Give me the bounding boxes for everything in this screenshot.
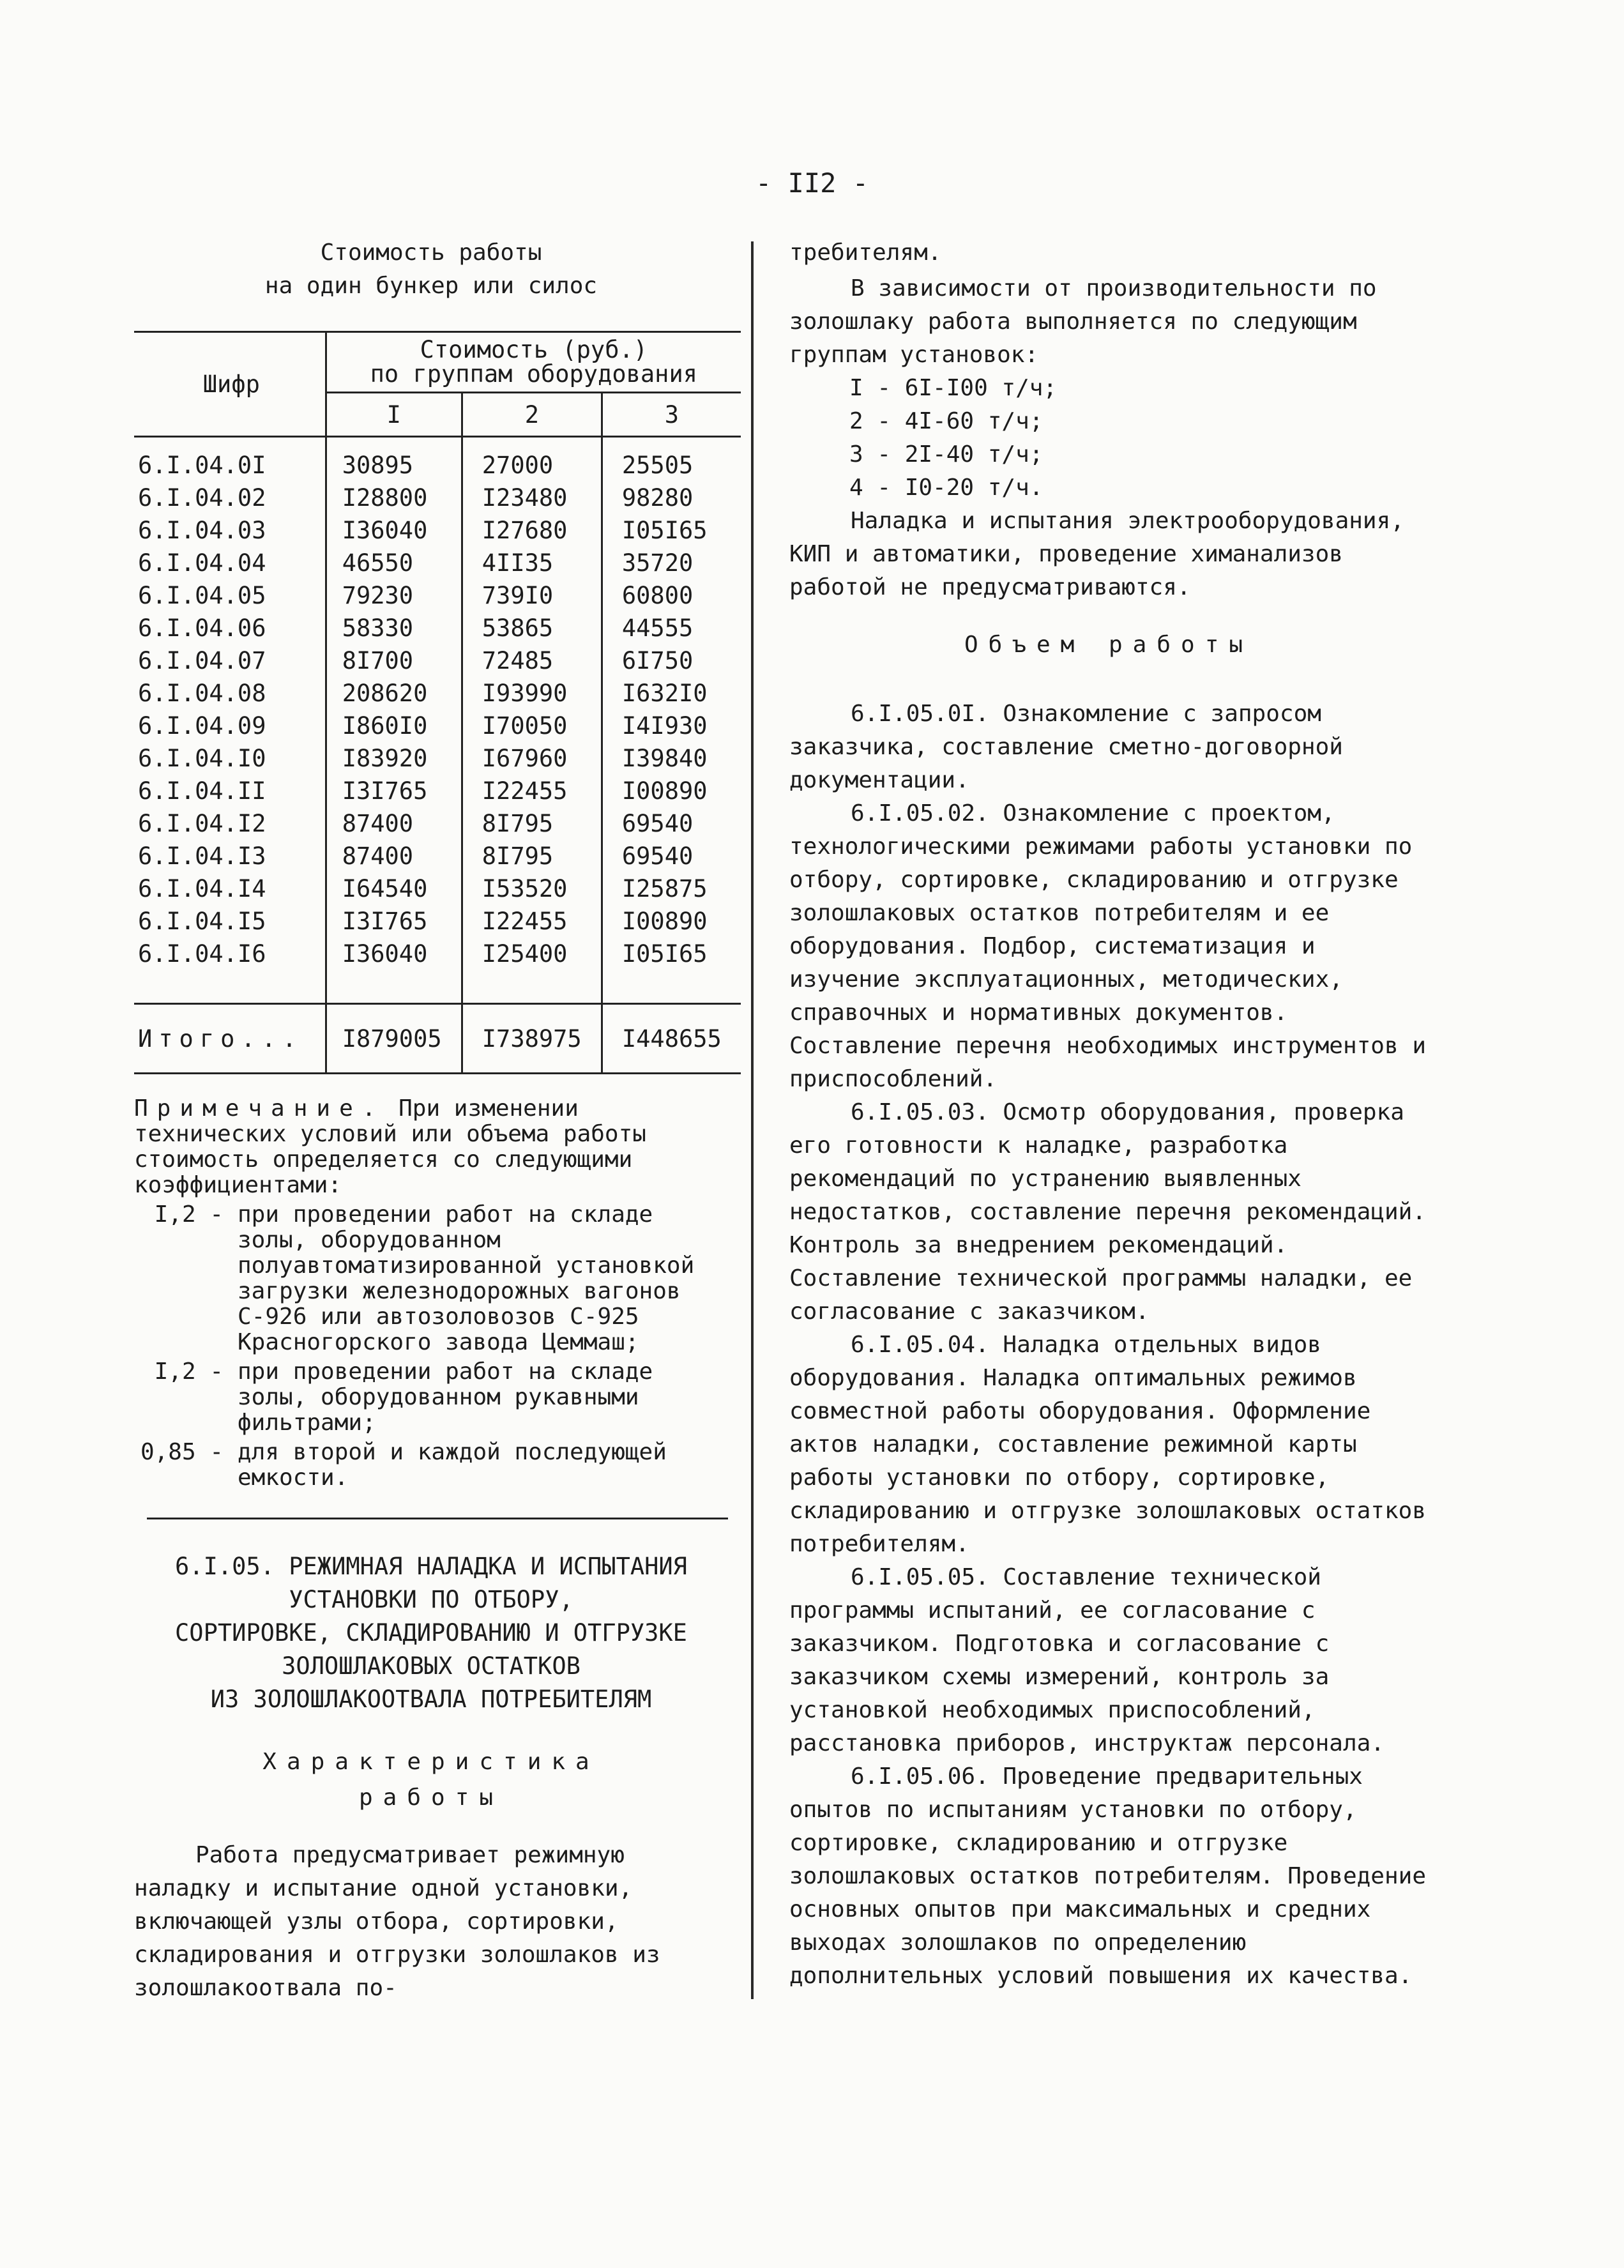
total-group-1: I879005 <box>326 1004 462 1074</box>
note-text: При изменении технических условий или объема работы стоимость определяется со следующими коэффициентами: <box>134 1095 646 1198</box>
cost-table <box>134 331 741 1074</box>
section-title-line: 6.I.05. РЕЖИМНАЯ НАЛАДКА И ИСПЫТАНИЯ <box>175 1553 687 1580</box>
groups-intro: В зависимости от производительности по золошлаку работа выполняется по следующим группам установок: <box>789 275 1377 368</box>
note-description: при проведении работ на складе золы, оборудованном рукавными фильтрами; <box>238 1359 653 1436</box>
cell-code: 6.I.04.I2 <box>138 810 266 837</box>
column-divider <box>751 241 754 1999</box>
cell-group-2: 4II35 <box>462 547 602 579</box>
characteristics-heading-line-1: Характеристика <box>262 1749 600 1775</box>
cell-group-1: 46550 <box>326 547 462 579</box>
table-body <box>134 437 741 1004</box>
cell-group-3: 25505 <box>602 437 741 482</box>
cell-group-3: I4I930 <box>602 710 741 742</box>
table-row <box>134 840 741 872</box>
cell-group-3: 44555 <box>602 612 741 644</box>
cell-code: 6.I.04.I6 <box>138 940 266 968</box>
cell-code: 6.I.04.07 <box>138 647 266 674</box>
cell-group-2: I70050 <box>462 710 602 742</box>
cell-group-3: 98280 <box>602 482 741 514</box>
table-row <box>134 514 741 547</box>
cell-code: 6.I.04.I4 <box>138 875 266 902</box>
total-group-2: I738975 <box>462 1004 602 1074</box>
note-description: для второй и каждой последующей емкости. <box>238 1439 667 1491</box>
cell-group-2: 53865 <box>462 612 602 644</box>
table-row <box>134 807 741 840</box>
cell-group-1: 8I700 <box>326 644 462 677</box>
groups-list-item: 3 - 2I-40 т/ч; <box>849 441 1043 468</box>
cell-code: 6.I.04.08 <box>138 680 266 707</box>
table-row <box>134 677 741 710</box>
cell-code: 6.I.04.I3 <box>138 842 266 870</box>
cell-group-1: I64540 <box>326 872 462 905</box>
continuation-text: требителям. <box>789 240 942 266</box>
section-title-line: ЗОЛОШЛАКОВЫХ ОСТАТКОВ <box>282 1652 581 1680</box>
table-row <box>134 437 741 482</box>
cell-group-2: 27000 <box>462 437 602 482</box>
header-group-1: I <box>326 393 462 437</box>
groups-list-item: 2 - 4I-60 т/ч; <box>849 408 1043 434</box>
cell-group-2: I23480 <box>462 482 602 514</box>
cell-code: 6.I.04.I5 <box>138 908 266 935</box>
total-group-3: I448655 <box>602 1004 741 1074</box>
cell-group-2: 8I795 <box>462 807 602 840</box>
table-row <box>134 775 741 807</box>
note-intro <box>134 1096 728 1198</box>
cell-group-1: I3I765 <box>326 775 462 807</box>
cell-group-3: 69540 <box>602 807 741 840</box>
section-title-line: УСТАНОВКИ ПО ОТБОРУ, <box>289 1586 573 1613</box>
cell-group-3: 60800 <box>602 579 741 612</box>
cell-group-1: 58330 <box>326 612 462 644</box>
cell-group-3: I05I65 <box>602 514 741 547</box>
table-row <box>134 742 741 775</box>
cell-group-1: I83920 <box>326 742 462 775</box>
note-coefficient: 0,85 - <box>140 1439 224 1465</box>
table-row <box>134 938 741 970</box>
cell-code: 6.I.04.II <box>138 777 266 805</box>
page-number: - II2 - <box>755 167 869 199</box>
table-title-line-1: Стоимость работы <box>320 240 542 266</box>
cell-code: 6.I.04.05 <box>138 582 266 609</box>
note-coefficient: I,2 - <box>154 1359 224 1385</box>
section-title-line: СОРТИРОВКЕ, СКЛАДИРОВАНИЮ И ОТГРУЗКЕ <box>175 1619 687 1647</box>
section-divider <box>147 1518 728 1519</box>
cell-code: 6.I.04.0I <box>138 452 266 479</box>
cell-group-3: I00890 <box>602 905 741 938</box>
note-item <box>134 1440 728 1491</box>
right-column <box>789 236 1428 1993</box>
scope-item: 6.I.05.05. Составление технической программы испытаний, ее согласование с заказчиком. Подготовка и согласование с заказчиком схемы измерений, контроль за установкой необходимых приспособлений, расстановка приборов, инструктаж персонала. <box>789 1564 1385 1756</box>
cell-group-3: I25875 <box>602 872 741 905</box>
cell-group-2: I22455 <box>462 905 602 938</box>
table-row <box>134 710 741 742</box>
table-row <box>134 612 741 644</box>
cell-group-2: I25400 <box>462 938 602 970</box>
table-row <box>134 872 741 905</box>
characteristics-heading-line-2: работы <box>358 1785 504 1811</box>
scope-item: 6.I.05.06. Проведение предварительных опытов по испытаниям установки по отбору, сортировке, складированию и отгрузке золошлаковых остатков потребителям. Проведение основных опытов при максимальных и средних выходах золошлаков по определению дополнительных условий повышения их качества. <box>789 1763 1426 1989</box>
cell-code: 6.I.04.02 <box>138 484 266 512</box>
table-spacer-row <box>134 970 741 1004</box>
note-lead: Примечание. <box>134 1095 385 1122</box>
characteristics-heading <box>134 1744 728 1816</box>
header-cost-line-2: по группам оборудования <box>370 360 698 388</box>
cell-code: 6.I.04.04 <box>138 549 266 577</box>
groups-list-item: I - 6I-I00 т/ч; <box>849 375 1058 401</box>
cell-code: 6.I.04.06 <box>138 614 266 642</box>
table-row <box>134 547 741 579</box>
cell-code: 6.I.04.03 <box>138 517 266 544</box>
note-description: при проведении работ на складе золы, оборудованном полуавтоматизированной установкой загрузки железнодорожных вагонов С-926 или автозоловозов С-925 Красногорского завода Цеммаш; <box>238 1201 695 1355</box>
cell-group-2: I27680 <box>462 514 602 547</box>
cell-group-2: I53520 <box>462 872 602 905</box>
cell-group-1: I36040 <box>326 514 462 547</box>
section-title <box>134 1550 728 1716</box>
exclusions-text: Наладка и испытания электрооборудования, КИП и автоматики, проведение химанализов работой не предусматриваются. <box>789 508 1404 600</box>
cell-group-3: I39840 <box>602 742 741 775</box>
cell-group-1: 208620 <box>326 677 462 710</box>
scope-item: 6.I.05.04. Наладка отдельных видов оборудования. Наладка оптимальных режимов совместной работы оборудования. Оформление актов наладки, составление режимной карты работы установки по отбору, сортировке, складированию и отгрузке золошлаковых остатков потребителям. <box>789 1332 1426 1557</box>
cell-group-1: 79230 <box>326 579 462 612</box>
groups-list-item: 4 - I0-20 т/ч. <box>849 475 1043 501</box>
table-row <box>134 579 741 612</box>
cell-group-3: 69540 <box>602 840 741 872</box>
cell-group-2: 739I0 <box>462 579 602 612</box>
cell-group-2: 72485 <box>462 644 602 677</box>
note-item <box>134 1359 728 1436</box>
scope-heading: Объем работы <box>964 632 1254 658</box>
cell-group-3: I632I0 <box>602 677 741 710</box>
left-column <box>134 236 728 2005</box>
header-shifr: Шифр <box>134 332 326 437</box>
table-title-line-2: на один бункер или силос <box>264 273 598 299</box>
cell-group-3: 35720 <box>602 547 741 579</box>
scope-item: 6.I.05.0I. Ознакомление с запросом заказчика, составление сметно-договорной документации. <box>789 701 1343 793</box>
note-coefficient: I,2 - <box>154 1201 224 1228</box>
header-cost <box>326 332 741 393</box>
cell-group-1: 30895 <box>326 437 462 482</box>
table-row <box>134 644 741 677</box>
cell-group-1: I28800 <box>326 482 462 514</box>
table-row <box>134 482 741 514</box>
scope-item: 6.I.05.02. Ознакомление с проектом, технологическими режимами работы установки по отбору, сортировке, складированию и отгрузке золошлаковых остатков потребителям и ее оборудования. Подбор, систематизация и изучение эксплуатационных, методических, справочных и нормативных документов. Составление перечня необходимых инструментов и приспособлений. <box>789 800 1426 1092</box>
section-title-line: ИЗ ЗОЛОШЛАКООТВАЛА ПОТРЕБИТЕЛЯМ <box>210 1686 652 1713</box>
cell-group-1: I3I765 <box>326 905 462 938</box>
note-item <box>134 1202 728 1355</box>
table-title <box>134 236 728 303</box>
cell-group-2: I67960 <box>462 742 602 775</box>
cell-group-1: 87400 <box>326 840 462 872</box>
note <box>134 1096 728 1491</box>
total-row <box>134 1004 741 1074</box>
cell-group-2: I22455 <box>462 775 602 807</box>
cell-group-3: 6I750 <box>602 644 741 677</box>
total-label: Итого... <box>134 1004 326 1074</box>
cell-group-3: I05I65 <box>602 938 741 970</box>
table-row <box>134 905 741 938</box>
header-group-3: 3 <box>602 393 741 437</box>
characteristics-text: Работа предусматривает режимную наладку и испытание одной установки, включающей узлы отбора, сортировки, складирования и отгрузки золошлаков из золошлакоотвала по- <box>134 1842 660 2001</box>
header-cost-line-1: Стоимость (руб.) <box>420 336 648 363</box>
cell-group-1: 87400 <box>326 807 462 840</box>
header-group-2: 2 <box>462 393 602 437</box>
scope-item: 6.I.05.03. Осмотр оборудования, проверка его готовности к наладке, разработка рекомендаций по устранению выявленных недостатков, составление перечня рекомендаций. Контроль за внедрением рекомендаций. Составление технической программы наладки, ее согласование с заказчиком. <box>789 1099 1426 1325</box>
cell-group-2: 8I795 <box>462 840 602 872</box>
cell-group-2: I93990 <box>462 677 602 710</box>
cell-group-1: I860I0 <box>326 710 462 742</box>
cell-code: 6.I.04.09 <box>138 712 266 740</box>
cell-group-3: I00890 <box>602 775 741 807</box>
cell-group-1: I36040 <box>326 938 462 970</box>
groups-list <box>849 372 1428 505</box>
cell-code: 6.I.04.I0 <box>138 745 266 772</box>
